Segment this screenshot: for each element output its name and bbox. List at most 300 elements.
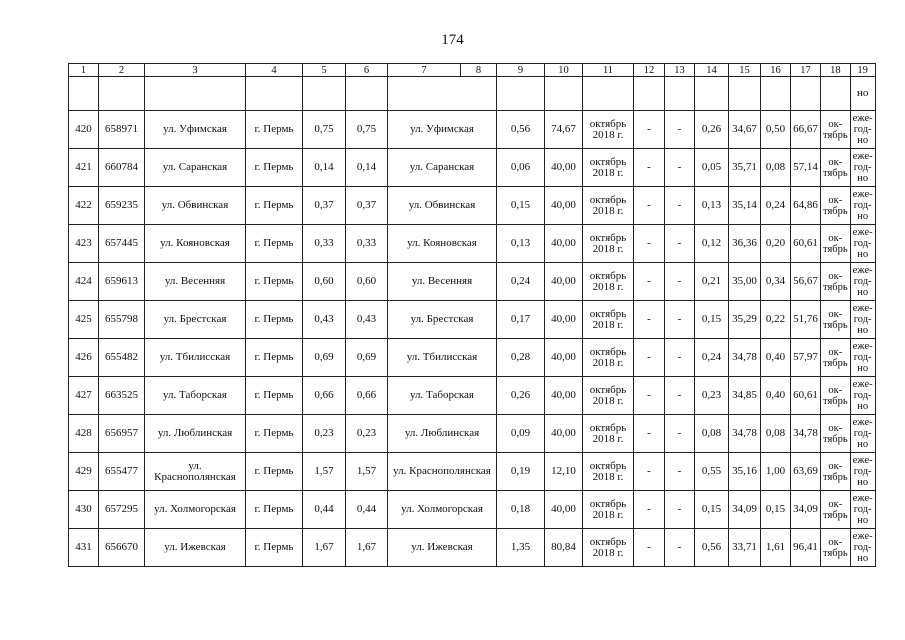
cell-percent-17: 51,76 (791, 301, 821, 339)
cell-value-13: - (665, 149, 695, 187)
cell-frequency (850, 529, 875, 567)
cell-index: 429 (69, 453, 99, 491)
cell-survey-date-line: октябрь (589, 535, 627, 548)
cell-survey-date-line: 2018 г. (592, 508, 624, 521)
cell-road-id: 656670 (99, 529, 145, 567)
cell-survey-date (583, 187, 634, 225)
cell-index: 430 (69, 491, 99, 529)
cell-index: 425 (69, 301, 99, 339)
cell-city: г. Пермь (246, 301, 303, 339)
cell-value-14: 0,05 (695, 149, 729, 187)
continuation-row (69, 77, 876, 111)
cell-month-line: ок- (828, 384, 843, 396)
cell-length-total: 0,60 (346, 263, 388, 301)
table-row (69, 301, 876, 339)
cell-frequency-line: но (857, 401, 869, 412)
cell-road-name: ул. Весенняя (145, 263, 246, 301)
cell-index: 423 (69, 225, 99, 263)
cell-road-id: 655482 (99, 339, 145, 377)
cell-section-name: ул. Люблинская (388, 415, 497, 453)
cell-survey-date-line: октябрь (589, 497, 627, 510)
cell-length: 0,14 (303, 149, 346, 187)
cell-road-name: ул. Краснополянская (145, 453, 246, 491)
column-number: 9 (497, 64, 545, 77)
cell-road-name: ул. Брестская (145, 301, 246, 339)
cell-month (821, 415, 851, 453)
cell-percent-10: 40,00 (545, 491, 583, 529)
cell-road-name: ул. Уфимская (145, 111, 246, 149)
table-row (69, 339, 876, 377)
table-row (69, 377, 876, 415)
cell-survey-date-line: октябрь (589, 421, 627, 434)
column-number: 7 (388, 64, 461, 77)
cell-month-line: ок- (828, 118, 843, 130)
cell-frequency-line: но (857, 553, 869, 564)
cell-road-id: 657445 (99, 225, 145, 263)
cell-percent-15: 33,71 (729, 529, 761, 567)
cell-month-line: ок- (828, 270, 843, 282)
cell-value-9: 0,56 (497, 111, 545, 149)
cell-frequency-line: год- (853, 162, 872, 173)
cell-survey-date-line: 2018 г. (592, 318, 624, 331)
cell-survey-date-line: октябрь (589, 117, 627, 130)
cell-index: 422 (69, 187, 99, 225)
table-row (69, 415, 876, 453)
cell-month (821, 301, 851, 339)
empty-cell (346, 77, 388, 111)
cell-month-line: ок- (828, 536, 843, 548)
cell-value-14: 0,56 (695, 529, 729, 567)
cell-value-14: 0,15 (695, 491, 729, 529)
cell-percent-17: 96,41 (791, 529, 821, 567)
cell-section-name: ул. Ижевская (388, 529, 497, 567)
cell-city: г. Пермь (246, 529, 303, 567)
cell-percent-15: 36,36 (729, 225, 761, 263)
column-number: 17 (791, 64, 821, 77)
cell-value-16: 1,00 (761, 453, 791, 491)
cell-value-13: - (665, 377, 695, 415)
cell-percent-10: 40,00 (545, 301, 583, 339)
column-number: 15 (729, 64, 761, 77)
cell-value-9: 0,06 (497, 149, 545, 187)
cell-value-16: 1,61 (761, 529, 791, 567)
cell-month-line: ок- (828, 498, 843, 510)
cell-index: 424 (69, 263, 99, 301)
cell-percent-10: 40,00 (545, 187, 583, 225)
cell-frequency-line: год- (853, 124, 872, 135)
cell-frequency-line: еже- (852, 151, 873, 162)
cell-value-14: 0,13 (695, 187, 729, 225)
cell-road-name: ул. Люблинская (145, 415, 246, 453)
cell-road-id: 658971 (99, 111, 145, 149)
cell-value-12: - (634, 339, 665, 377)
empty-cell (545, 77, 583, 111)
cell-value-12: - (634, 491, 665, 529)
cell-percent-10: 40,00 (545, 263, 583, 301)
column-number: 8 (461, 64, 497, 77)
cell-month-line: ок- (828, 156, 843, 168)
cell-road-id: 656957 (99, 415, 145, 453)
cell-section-name: ул. Тбилисская (388, 339, 497, 377)
cell-value-13: - (665, 491, 695, 529)
cell-survey-date (583, 453, 634, 491)
cell-frequency-line: год- (853, 238, 872, 249)
cell-frequency (850, 415, 875, 453)
cell-road-name: ул. Холмогорская (145, 491, 246, 529)
column-number: 2 (99, 64, 145, 77)
cell-frequency (850, 225, 875, 263)
cell-frequency-line: еже- (852, 303, 873, 314)
cell-city: г. Пермь (246, 111, 303, 149)
table-row (69, 529, 876, 567)
cell-percent-10: 74,67 (545, 111, 583, 149)
column-number: 16 (761, 64, 791, 77)
cell-frequency-line: но (857, 249, 869, 260)
cell-month (821, 225, 851, 263)
cell-frequency-line: еже- (852, 379, 873, 390)
cell-value-9: 0,24 (497, 263, 545, 301)
cell-index: 431 (69, 529, 99, 567)
table-row (69, 263, 876, 301)
empty-cell (69, 77, 99, 111)
cell-frequency-line: год- (853, 390, 872, 401)
cell-value-12: - (634, 453, 665, 491)
cell-survey-date-line: октябрь (589, 231, 627, 244)
cell-month (821, 263, 851, 301)
cell-survey-date-line: 2018 г. (592, 204, 624, 217)
column-number: 4 (246, 64, 303, 77)
cell-length: 0,60 (303, 263, 346, 301)
cell-road-id: 659235 (99, 187, 145, 225)
cell-survey-date-line: октябрь (589, 307, 627, 320)
cell-frequency-line: еже- (852, 113, 873, 124)
cell-value-9: 0,17 (497, 301, 545, 339)
empty-cell (303, 77, 346, 111)
cell-frequency (850, 491, 875, 529)
cell-frequency-line: но (857, 211, 869, 222)
cell-survey-date (583, 225, 634, 263)
cell-city: г. Пермь (246, 377, 303, 415)
column-number: 6 (346, 64, 388, 77)
cell-value-14: 0,55 (695, 453, 729, 491)
cell-section-name: ул. Краснополянская (388, 453, 497, 491)
cell-frequency-line: но (857, 325, 869, 336)
cell-percent-17: 57,14 (791, 149, 821, 187)
cell-percent-17: 34,09 (791, 491, 821, 529)
roads-registry-table (68, 63, 876, 567)
cell-month (821, 453, 851, 491)
cell-month-line: ок- (828, 460, 843, 472)
cell-value-12: - (634, 111, 665, 149)
column-number-row (69, 64, 876, 77)
cell-value-16: 0,40 (761, 377, 791, 415)
cell-value-14: 0,15 (695, 301, 729, 339)
cell-survey-date (583, 415, 634, 453)
cell-city: г. Пермь (246, 225, 303, 263)
cell-road-id: 663525 (99, 377, 145, 415)
cell-month (821, 339, 851, 377)
cell-value-13: - (665, 111, 695, 149)
cell-percent-10: 40,00 (545, 377, 583, 415)
cell-month-line: тябрь (823, 319, 848, 331)
cell-month (821, 377, 851, 415)
cell-percent-17: 60,61 (791, 225, 821, 263)
empty-cell (99, 77, 145, 111)
cell-survey-date-line: 2018 г. (592, 166, 624, 179)
cell-percent-17: 60,61 (791, 377, 821, 415)
cell-length: 0,37 (303, 187, 346, 225)
cell-survey-date (583, 377, 634, 415)
cell-length-total: 0,66 (346, 377, 388, 415)
table-row (69, 149, 876, 187)
cell-survey-date (583, 339, 634, 377)
cell-length-total: 0,44 (346, 491, 388, 529)
cell-length-total: 0,37 (346, 187, 388, 225)
cell-frequency (850, 149, 875, 187)
column-number: 1 (69, 64, 99, 77)
cell-percent-10: 40,00 (545, 225, 583, 263)
cell-frequency-line: еже- (852, 341, 873, 352)
empty-cell (497, 77, 545, 111)
cell-frequency-line: еже- (852, 531, 873, 542)
cell-month (821, 187, 851, 225)
column-number: 11 (583, 64, 634, 77)
cell-frequency-line: год- (853, 504, 872, 515)
table-row (69, 453, 876, 491)
cell-survey-date-line: октябрь (589, 155, 627, 168)
cell-frequency (850, 453, 875, 491)
cell-length: 1,67 (303, 529, 346, 567)
cell-value-14: 0,12 (695, 225, 729, 263)
cell-value-16: 0,15 (761, 491, 791, 529)
cell-frequency (850, 111, 875, 149)
empty-cell (761, 77, 791, 111)
cell-frequency-line: но (857, 515, 869, 526)
cell-length-total: 0,14 (346, 149, 388, 187)
cell-month (821, 491, 851, 529)
column-number: 5 (303, 64, 346, 77)
cell-road-name: ул. Таборская (145, 377, 246, 415)
empty-cell (821, 77, 851, 111)
empty-cell (695, 77, 729, 111)
column-number: 13 (665, 64, 695, 77)
cell-percent-15: 35,00 (729, 263, 761, 301)
cell-frequency-line: год- (853, 428, 872, 439)
cell-frequency-line: еже- (852, 227, 873, 238)
cell-percent-15: 35,14 (729, 187, 761, 225)
cell-length-total: 0,69 (346, 339, 388, 377)
column-number: 12 (634, 64, 665, 77)
cell-value-13: - (665, 225, 695, 263)
table-row (69, 491, 876, 529)
empty-cell (145, 77, 246, 111)
cell-month (821, 149, 851, 187)
column-number: 14 (695, 64, 729, 77)
cell-road-id: 659613 (99, 263, 145, 301)
cell-frequency-line: но (857, 287, 869, 298)
cell-value-14: 0,26 (695, 111, 729, 149)
cell-section-name: ул. Таборская (388, 377, 497, 415)
cell-value-16: 0,34 (761, 263, 791, 301)
cell-month-line: ок- (828, 422, 843, 434)
cell-survey-date (583, 491, 634, 529)
cell-survey-date (583, 263, 634, 301)
cell-length: 0,69 (303, 339, 346, 377)
cell-value-16: 0,24 (761, 187, 791, 225)
cell-frequency-line: еже- (852, 265, 873, 276)
cell-percent-15: 34,78 (729, 339, 761, 377)
cell-survey-date-line: октябрь (589, 193, 627, 206)
table-row (69, 187, 876, 225)
cell-section-name: ул. Весенняя (388, 263, 497, 301)
cell-road-name: ул. Обвинская (145, 187, 246, 225)
cell-city: г. Пермь (246, 263, 303, 301)
cell-value-12: - (634, 377, 665, 415)
cell-percent-10: 80,84 (545, 529, 583, 567)
cell-length-total: 0,43 (346, 301, 388, 339)
cell-month-line: тябрь (823, 471, 848, 483)
cell-city: г. Пермь (246, 491, 303, 529)
cell-value-13: - (665, 339, 695, 377)
empty-cell (388, 77, 497, 111)
cell-survey-date (583, 529, 634, 567)
cell-percent-10: 12,10 (545, 453, 583, 491)
cell-value-9: 0,15 (497, 187, 545, 225)
cell-section-name: ул. Брестская (388, 301, 497, 339)
cell-month-line: ок- (828, 194, 843, 206)
column-number: 3 (145, 64, 246, 77)
cell-frequency (850, 339, 875, 377)
empty-cell (246, 77, 303, 111)
cell-road-name: ул. Тбилисская (145, 339, 246, 377)
cell-section-name: ул. Уфимская (388, 111, 497, 149)
cell-survey-date (583, 111, 634, 149)
cell-value-13: - (665, 187, 695, 225)
cell-value-13: - (665, 453, 695, 491)
cell-frequency-line: год- (853, 542, 872, 553)
cell-road-id: 655798 (99, 301, 145, 339)
cell-length-total: 0,75 (346, 111, 388, 149)
cell-month-line: тябрь (823, 129, 848, 141)
cell-section-name: ул. Обвинская (388, 187, 497, 225)
cell-percent-17: 64,86 (791, 187, 821, 225)
cell-value-16: 0,08 (761, 415, 791, 453)
cell-length: 1,57 (303, 453, 346, 491)
cell-percent-17: 66,67 (791, 111, 821, 149)
cell-percent-15: 35,29 (729, 301, 761, 339)
cell-city: г. Пермь (246, 415, 303, 453)
cell-month-line: тябрь (823, 433, 848, 445)
cell-city: г. Пермь (246, 187, 303, 225)
cell-percent-15: 34,85 (729, 377, 761, 415)
cell-frequency-line: год- (853, 314, 872, 325)
cell-value-13: - (665, 529, 695, 567)
cell-frequency-line: год- (853, 200, 872, 211)
cell-value-16: 0,22 (761, 301, 791, 339)
cell-value-12: - (634, 149, 665, 187)
cell-survey-date-line: 2018 г. (592, 356, 624, 369)
cell-section-name: ул. Саранская (388, 149, 497, 187)
cell-survey-date-line: 2018 г. (592, 394, 624, 407)
cell-survey-date-line: 2018 г. (592, 432, 624, 445)
cell-value-16: 0,20 (761, 225, 791, 263)
cell-value-16: 0,40 (761, 339, 791, 377)
cell-survey-date-line: 2018 г. (592, 128, 624, 141)
cell-percent-17: 56,67 (791, 263, 821, 301)
cell-value-14: 0,24 (695, 339, 729, 377)
cell-length-total: 0,23 (346, 415, 388, 453)
cell-percent-17: 34,78 (791, 415, 821, 453)
cell-road-name: ул. Ижевская (145, 529, 246, 567)
cell-month-line: ок- (828, 232, 843, 244)
cell-survey-date-line: октябрь (589, 345, 627, 358)
cell-percent-15: 34,67 (729, 111, 761, 149)
cell-value-13: - (665, 263, 695, 301)
empty-cell (791, 77, 821, 111)
cell-survey-date-line: 2018 г. (592, 280, 624, 293)
cell-value-13: - (665, 415, 695, 453)
cell-frequency-line: еже- (852, 417, 873, 428)
cell-frequency (850, 377, 875, 415)
table-body (69, 64, 876, 567)
cell-survey-date-line: октябрь (589, 459, 627, 472)
cell-value-12: - (634, 225, 665, 263)
cell-length: 0,23 (303, 415, 346, 453)
cell-length: 0,66 (303, 377, 346, 415)
cell-frequency-line: год- (853, 352, 872, 363)
cell-value-9: 0,09 (497, 415, 545, 453)
cell-index: 420 (69, 111, 99, 149)
cell-month-line: ок- (828, 308, 843, 320)
cell-length: 0,33 (303, 225, 346, 263)
cell-frequency (850, 263, 875, 301)
cell-frequency (850, 187, 875, 225)
cell-month-line: тябрь (823, 395, 848, 407)
cell-value-16: 0,08 (761, 149, 791, 187)
cell-month (821, 529, 851, 567)
cell-frequency: но (850, 77, 875, 111)
cell-index: 427 (69, 377, 99, 415)
cell-survey-date (583, 301, 634, 339)
empty-cell (729, 77, 761, 111)
cell-month-line: тябрь (823, 509, 848, 521)
cell-value-12: - (634, 415, 665, 453)
table-row (69, 111, 876, 149)
cell-road-id: 655477 (99, 453, 145, 491)
cell-survey-date-line: 2018 г. (592, 470, 624, 483)
cell-frequency-line: год- (853, 466, 872, 477)
cell-month-line: тябрь (823, 243, 848, 255)
cell-road-id: 657295 (99, 491, 145, 529)
cell-frequency-line: но (857, 363, 869, 374)
cell-value-14: 0,08 (695, 415, 729, 453)
cell-value-9: 0,28 (497, 339, 545, 377)
cell-length-total: 0,33 (346, 225, 388, 263)
cell-percent-15: 34,78 (729, 415, 761, 453)
cell-month-line: тябрь (823, 357, 848, 369)
cell-road-id: 660784 (99, 149, 145, 187)
cell-percent-15: 35,71 (729, 149, 761, 187)
column-number: 10 (545, 64, 583, 77)
cell-frequency-line: еже- (852, 493, 873, 504)
table-row (69, 225, 876, 263)
empty-cell (583, 77, 634, 111)
cell-value-9: 0,18 (497, 491, 545, 529)
cell-value-12: - (634, 263, 665, 301)
cell-percent-17: 57,97 (791, 339, 821, 377)
cell-value-16: 0,50 (761, 111, 791, 149)
cell-index: 421 (69, 149, 99, 187)
